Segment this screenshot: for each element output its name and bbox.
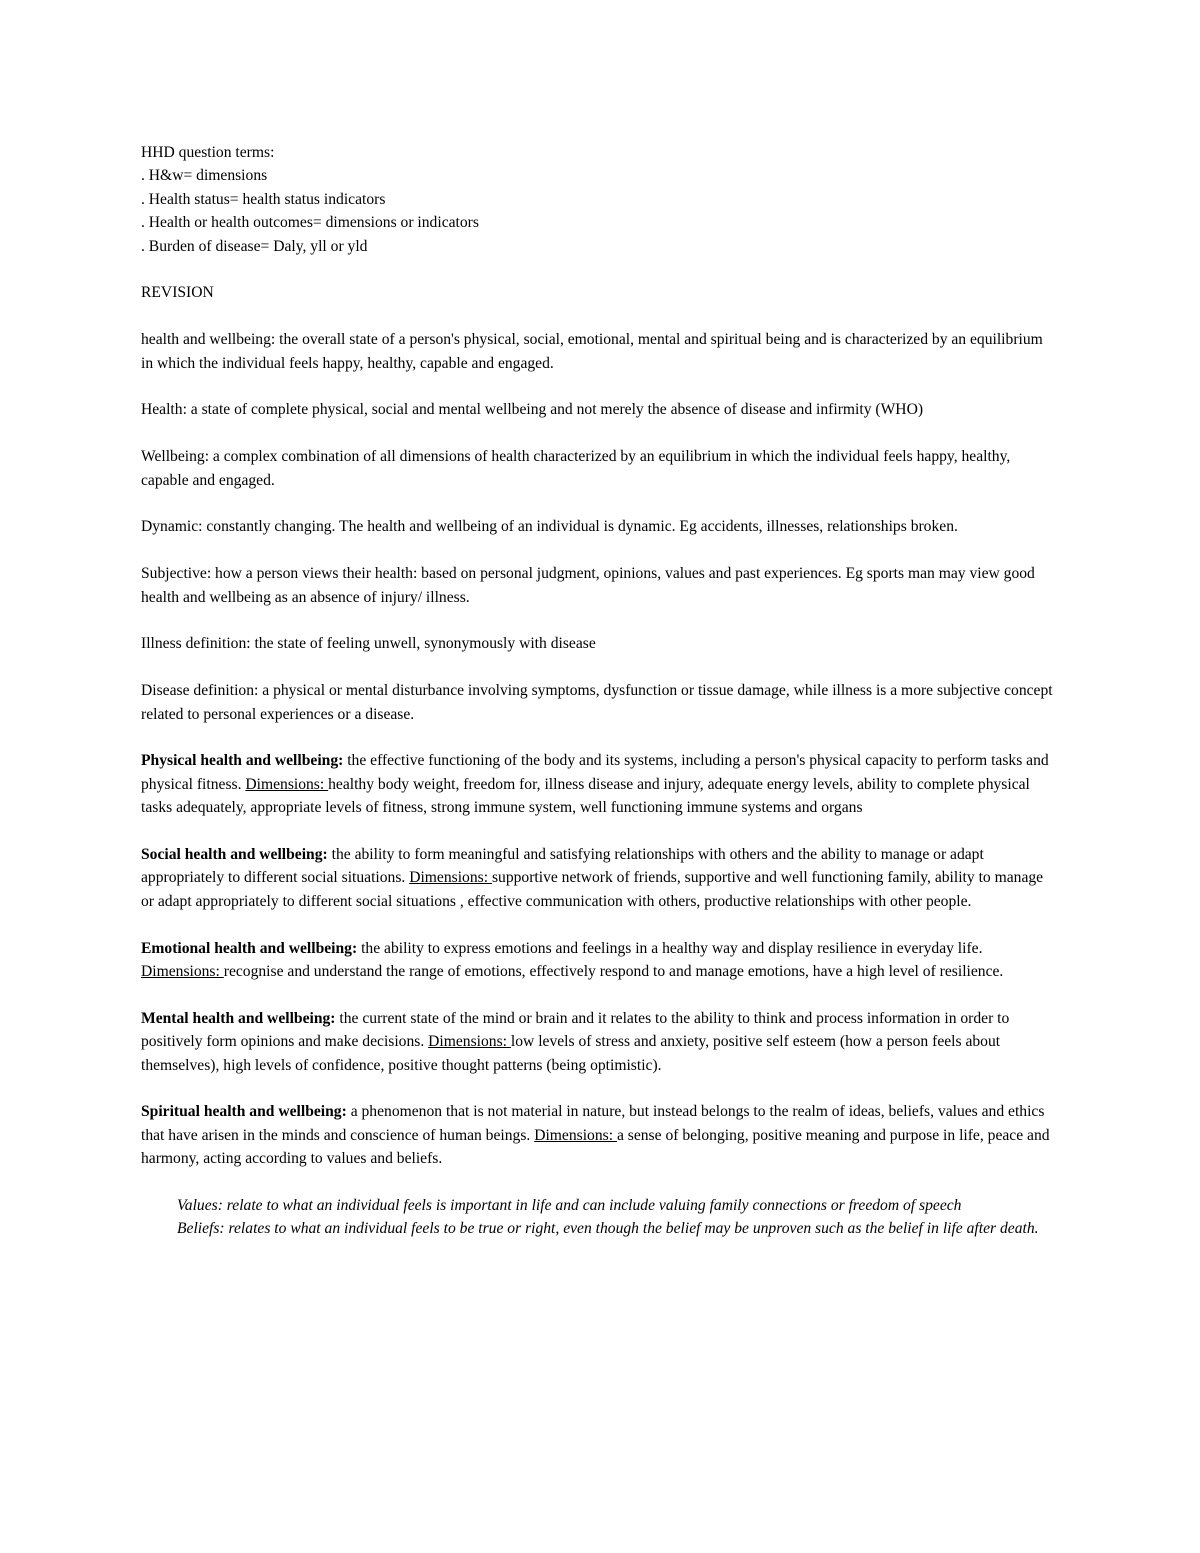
dimension-title: Emotional health and wellbeing:	[141, 939, 358, 957]
definition-disease: Disease definition: a physical or mental disturbance involving symptoms, dysfunction or tissue damage, while illness is a more subjective concept related to personal experiences or a disease.	[141, 682, 1053, 723]
terms-item: . Health status= health status indicators	[141, 190, 386, 208]
spacer	[141, 539, 1056, 562]
dimension-emotional	[141, 937, 1056, 984]
revision-heading: REVISION	[141, 284, 214, 302]
spacer	[141, 983, 1056, 1006]
dimensions-text: a sense of belonging, positive meaning and purpose in life, peace and harmony, acting according to values and beliefs.	[141, 1126, 1050, 1168]
dimension-title: Physical health and wellbeing:	[141, 752, 344, 770]
dimension-social	[141, 843, 1056, 913]
definition-illness: Illness definition: the state of feeling unwell, synonymously with disease	[141, 635, 596, 653]
dimensions-label: Dimensions:	[141, 963, 224, 981]
dimension-definition: the ability to express emotions and feelings in a healthy way and display resilience in everyday life.	[357, 939, 983, 957]
spacer	[141, 820, 1056, 843]
dimensions-label: Dimensions:	[409, 869, 492, 887]
spacer	[141, 422, 1056, 445]
definition-wellbeing: Wellbeing: a complex combination of all dimensions of health characterized by an equilibrium in which the individual feels happy, healthy, capable and engaged.	[141, 448, 1011, 489]
note-values: Values: relate to what an individual feels is important in life and can include valuing family connections or freedom of speech	[177, 1197, 962, 1215]
dimensions-text: supportive network of friends, supportive and well functioning family, ability to manage or adapt appropriately to different social situations , effective communication with others, productive relationships with other people.	[141, 869, 1044, 910]
terms-item: . Health or health outcomes= dimensions or indicators	[141, 214, 479, 232]
dimension-mental	[141, 1007, 1056, 1077]
spacer	[141, 258, 1056, 281]
dimension-definition: the ability to form meaningful and satisfying relationships with others and the ability to manage or adapt appropriately to different social situations.	[141, 846, 984, 887]
dimension-definition: the current state of the mind or brain and it relates to the ability to think and process information in order to positively form opinions and make decisions.	[141, 1009, 1010, 1051]
dimensions-text: recognise and understand the range of emotions, effectively respond to and manage emotions, have a high level of resilience.	[223, 963, 1004, 981]
terms-item: . Burden of disease= Daly, yll or yld	[141, 237, 368, 255]
dimension-definition: a phenomenon that is not material in nature, but instead belongs to the realm of ideas, beliefs, values and ethics that have arisen in the minds and conscience of human beings.	[141, 1103, 1045, 1144]
definition-health: Health: a state of complete physical, social and mental wellbeing and not merely the absence of disease and infirmity (WHO)	[141, 401, 924, 419]
dimension-definition: the effective functioning of the body and its systems, including a person's physical capacity to perform tasks and physical fitness.	[141, 752, 1049, 793]
dimension-physical	[141, 749, 1056, 819]
dimensions-text: healthy body weight, freedom for, illness disease and injury, adequate energy levels, ability to complete physical tasks adequately, appropriate levels of fitness, strong immune system, well functioning immune systems and organs	[141, 775, 1030, 817]
dimension-title: Mental health and wellbeing:	[141, 1009, 336, 1027]
spacer	[141, 305, 1056, 328]
definition-health-wellbeing: health and wellbeing: the overall state of a person's physical, social, emotional, mental and spiritual being and is characterized by an equilibrium in which the individual feels happy, healthy, capable and engaged.	[141, 331, 1043, 372]
dimension-spiritual	[141, 1100, 1056, 1170]
note-beliefs: Beliefs: relates to what an individual feels to be true or right, even though the belief may be unproven such as the belief in life after death.	[177, 1220, 1039, 1238]
spacer	[141, 726, 1056, 749]
terms-heading: HHD question terms:	[141, 144, 275, 161]
spacer	[141, 1171, 1056, 1194]
dimension-title: Spiritual health and wellbeing:	[141, 1103, 347, 1121]
definition-subjective: Subjective: how a person views their health: based on personal judgment, opinions, values and past experiences. Eg sports man may view good health and wellbeing as an absence of injury/ illness.	[141, 565, 1035, 606]
spacer	[141, 656, 1056, 679]
dimension-title: Social health and wellbeing:	[141, 846, 328, 864]
definition-dynamic: Dynamic: constantly changing. The health and wellbeing of an individual is dynamic. Eg accidents, illnesses, relationships broken.	[141, 518, 958, 536]
spacer	[141, 492, 1056, 515]
dimensions-text: low levels of stress and anxiety, positive self esteem (how a person feels about themselves), high levels of confidence, positive thought patterns (being optimistic).	[141, 1033, 1001, 1074]
document-page	[141, 141, 1056, 1241]
dimensions-label: Dimensions:	[534, 1126, 617, 1144]
terms-item: . H&w= dimensions	[141, 167, 268, 185]
spacer	[141, 913, 1056, 936]
spacer	[141, 375, 1056, 398]
spacer	[141, 1077, 1056, 1100]
spacer	[141, 609, 1056, 632]
dimensions-label: Dimensions:	[245, 775, 329, 793]
dimensions-label: Dimensions:	[428, 1033, 511, 1051]
